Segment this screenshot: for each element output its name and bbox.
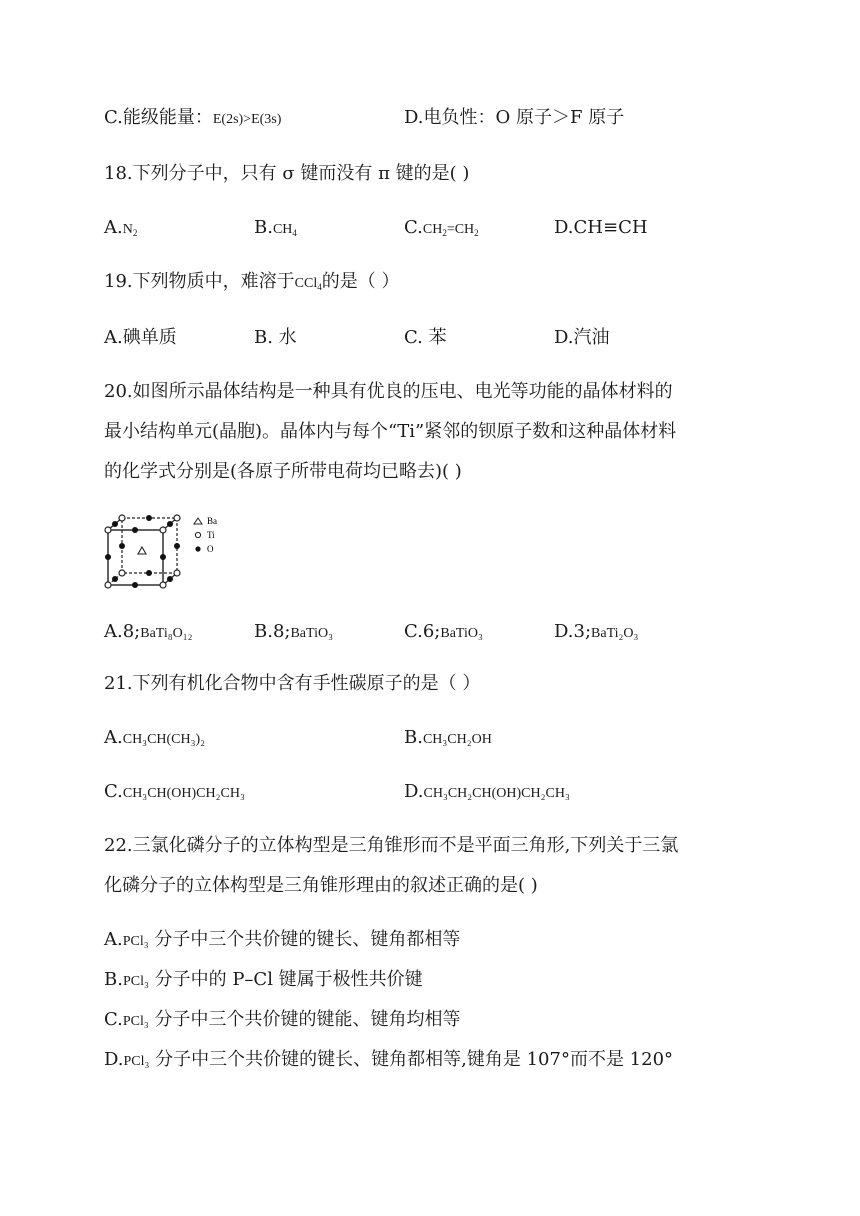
q22-option-d: D.PCl₃ 分子中三个共价键的键长、键角都相等,键角是 107°而不是 120° <box>104 1049 674 1070</box>
q20-option-c: C.6;BaTiO₃ <box>404 621 483 642</box>
q19-stem: 19.下列物质中，难溶于CCl$_4$的是（ ） <box>104 271 400 292</box>
q19-option-d: D.汽油 <box>554 327 610 348</box>
q18-option-c: $C.CH_2=CH_2$ <box>404 217 479 238</box>
q20-stem-line-3: 的化学式分别是(各原子所带电荷均已略去)( ) <box>104 461 462 482</box>
q21-option-b: B.CH₃CH₂OH <box>404 727 492 748</box>
legend-ti-symbol <box>195 532 200 537</box>
pcl3-formula: PCl₃ <box>123 1054 150 1069</box>
q17-option-c-formula: E(2s)>E(3s) <box>212 112 282 127</box>
q21-option-d: D.CH₃CH₂CH(OH)CH₂CH₃ <box>404 781 570 802</box>
q21-stem: 21.下列有机化合物中含有手性碳原子的是（ ） <box>104 673 481 694</box>
q17-option-c <box>104 106 281 132</box>
q19-option-a: A.碘单质 <box>104 327 177 348</box>
q17-option-c-label: C.能级能量： <box>104 107 213 128</box>
q18-option-a: $A.N_2$ <box>104 217 138 238</box>
q22-option-c: C.PCl₃ 分子中三个共价键的键能、键角均相等 <box>104 1009 461 1030</box>
q19-option-b: B. 水 <box>254 327 297 348</box>
legend-ba-label: Ba <box>207 516 217 526</box>
q20-stem-line-2: 最小结构单元(晶胞)。晶体内与每个“Ti”紧邻的钡原子数和这种晶体材料 <box>104 421 677 442</box>
q20-option-a: A.8;BaTi₈O₁₂ <box>104 621 193 642</box>
pcl3-formula: PCl₃ <box>122 974 149 989</box>
q21-option-c: C.CH₃CH(OH)CH₂CH₃ <box>104 781 245 802</box>
q18-option-d: D.CH≡CH <box>554 217 648 238</box>
legend-ba-symbol <box>194 518 202 524</box>
q17-option-d: D.电负性：O 原子＞F 原子 <box>404 107 625 128</box>
q21-option-a: A.CH₃CH(CH₃)₂ <box>104 727 206 748</box>
crystal-cell-diagram <box>104 512 234 592</box>
q19-option-c: C. 苯 <box>404 327 447 348</box>
legend-ti-label: Ti <box>207 530 215 540</box>
pcl3-formula: PCl₃ <box>122 1014 149 1029</box>
legend-o-label: O <box>207 544 214 554</box>
ba-atom <box>138 547 146 554</box>
q20-option-b: B.8;BaTiO₃ <box>254 621 333 642</box>
q22-stem-line-2: 化磷分子的立体构型是三角锥形理由的叙述正确的是( ) <box>104 875 538 896</box>
pcl3-formula: PCl₃ <box>122 934 149 949</box>
q18-option-b: $B.CH_4$ <box>254 217 297 238</box>
q20-option-d: D.3;BaTi₂O₃ <box>554 621 639 642</box>
legend-o-symbol <box>195 546 200 551</box>
q22-stem-line-1: 22.三氯化磷分子的立体构型是三角锥形而不是平面三角形,下列关于三氯 <box>104 835 679 856</box>
q22-option-a: A.PCl₃ 分子中三个共价键的键长、键角都相等 <box>104 929 461 950</box>
q20-stem-line-1: 20.如图所示晶体结构是一种具有优良的压电、电光等功能的晶体材料的 <box>104 381 673 402</box>
q18-stem: 18.下列分子中，只有 σ 键而没有 π 键的是( ) <box>104 163 470 184</box>
q22-option-b: B.PCl₃ 分子中的 P–Cl 键属于极性共价键 <box>104 969 423 990</box>
